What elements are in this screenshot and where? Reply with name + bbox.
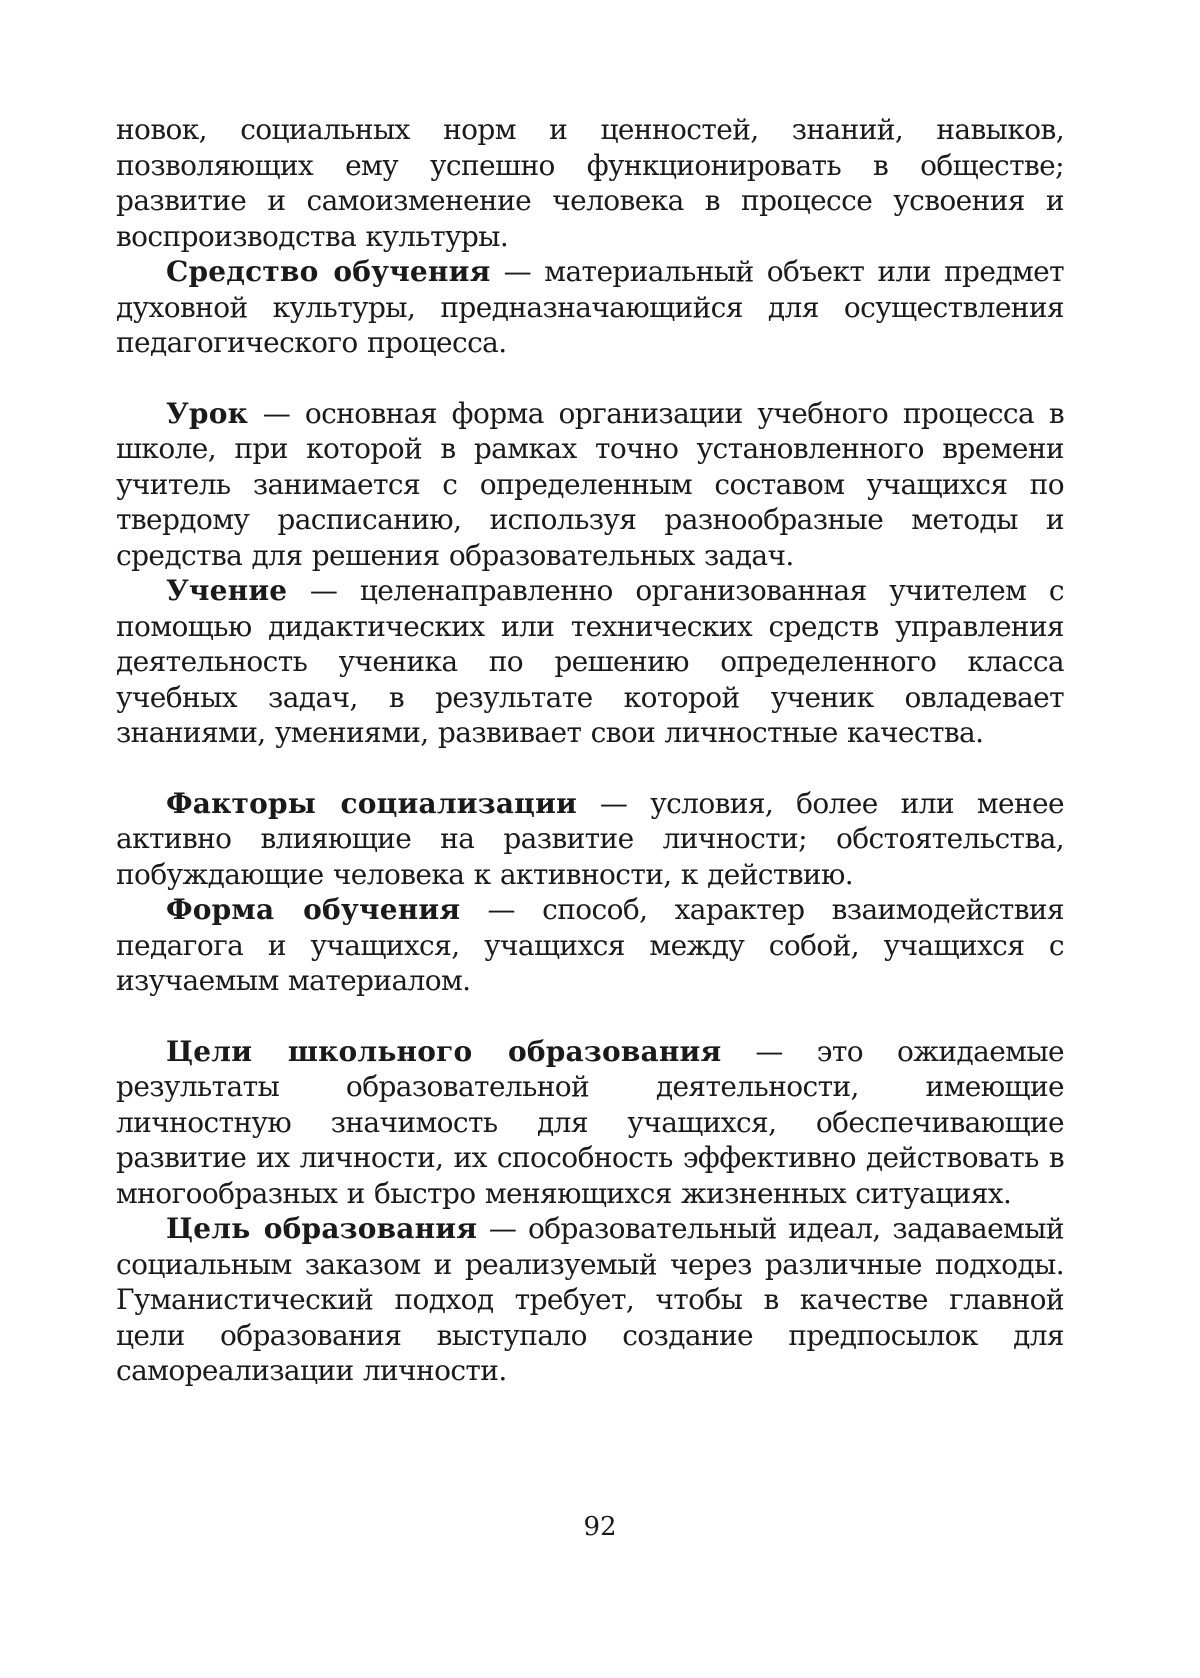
glossary-entry-forma-obucheniya [116, 892, 1064, 999]
glossary-definition: — условия, более или менее активно влияющие на развитие личности; обстоятельства, побуждающие человека к активности, к действию. [116, 787, 1064, 891]
continuation-paragraph: новок, социальных норм и ценностей, знаний, навыков, позволяющих ему успешно функционировать в обществе; развитие и самоизменение человека в процессе усвоения и воспроизводства культуры. [116, 112, 1064, 254]
glossary-term: Цели школьного образования [166, 1035, 721, 1068]
glossary-definition: — образовательный идеал, задаваемый социальным заказом и реализуемый через различные подходы. Гуманистический подход требует, чтобы в качестве главной цели образования выступало создание предпосылок для самореализации личности. [116, 1212, 1064, 1387]
glossary-entry-celi-shkolnogo-obrazovaniya [116, 1034, 1064, 1212]
glossary-entry-sredstvo-obucheniya [116, 254, 1064, 361]
glossary-definition: — материальный объект или предмет духовной культуры, предназначающийся для осуществления педагогического процесса. [116, 255, 1064, 359]
glossary-term: Факторы социализации [166, 787, 577, 820]
glossary-definition: — основная форма организации учебного процесса в школе, при которой в рамках точно установленного времени учитель занимается с определенным составом учащихся по твердому расписанию, используя разнообразные методы и средства для решения образовательных задач. [116, 397, 1064, 572]
glossary-definition: — это ожидаемые результаты образовательной деятельности, имеющие личностную значимость для учащихся, обеспечивающие развитие их личности, их способность эффективно действовать в многообразных и быстро меняющихся жизненных ситуациях. [116, 1035, 1064, 1210]
glossary-entry-urok [116, 396, 1064, 574]
glossary-term: Форма обучения [166, 893, 460, 926]
glossary-definition: — способ, характер взаимодействия педагога и учащихся, учащихся между собой, учащихся с изучаемым материалом. [116, 893, 1064, 997]
page-number: 92 [0, 1512, 1200, 1542]
glossary-term: Цель образования [166, 1212, 477, 1245]
glossary-entry-uchenie [116, 573, 1064, 751]
glossary-definition: — целенаправленно организованная учителем с помощью дидактических или технических средств управления деятельность ученика по решению определенного класса учебных задач, в результате которой ученик овладевает знаниями, умениями, развивает свои личностные качества. [116, 574, 1064, 749]
glossary-term: Урок [166, 397, 248, 430]
glossary-entry-faktory-socializacii [116, 786, 1064, 893]
page-body [116, 112, 1064, 1389]
glossary-entry-cel-obrazovaniya [116, 1211, 1064, 1389]
glossary-term: Учение [166, 574, 287, 607]
glossary-term: Средство обучения [166, 255, 490, 288]
